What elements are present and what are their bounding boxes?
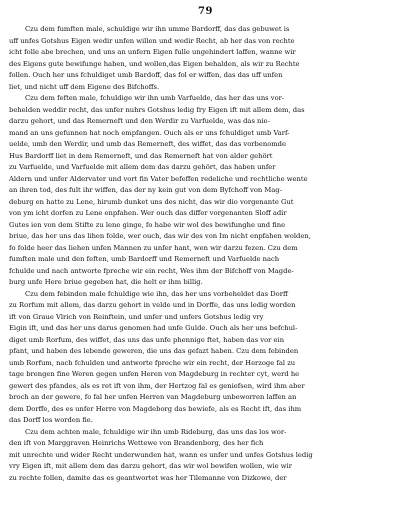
text-line: des Eigens gute bewifunge haben, und wollen,das Eigen behalden, als wir zu Rechte [9, 59, 300, 68]
text-line: tage brengen fine Weren gegen unfen Heren von Magdeburg in rechter cyt, werd he [9, 370, 300, 378]
text-line: zu Rorfum mit allem, das darzu gehort in velde und in Dorffe, das uns ledig worden [9, 301, 296, 309]
text-line: Czu dem feften male, fchuldige wir ihn umb Varfuelde, das her das uns vor- [25, 94, 285, 102]
text-line: Eigin ift, und das her uns darus genomen had unfe Gulde. Ouch als her uns befchul- [9, 324, 298, 332]
text-line: von ym icht dorfen zu Lene enpfahen. Wer ouch das differ vorgenanten Sloff adir [9, 209, 287, 217]
text-line: Czu dem achten male, fchuldige wir ihn umb Rideburg, das uns das los wor- [25, 427, 287, 436]
text-line: mand an uns gefunnen hat noch empfangen. Ouch als er uns fchuldiget umb Varf- [9, 128, 290, 137]
text-line: burg unfe Here briue gegeben hat, die helt er ihm billig. [9, 278, 203, 286]
text-line: Czu dem fumften male, schuldige wir ihn umme Bardorff, das das gebuwet is [25, 25, 290, 33]
text-line: vry Eigen ift, mit allem dem das darzu gehort, das wir wol bewifen wollen, wie wir [9, 462, 292, 470]
text-line: dem Dorffe, des es unfer Herre von Magdeborg das bewiefe, als es Recht ift, das ihm [9, 404, 302, 413]
text-line: Aldern und unfer Aldervater und vort fin Vater befeffen redeliche und rechtliche wente [9, 174, 308, 183]
text-line: Hus Bardorff liet in dem Remerneft, und das Remerneft hat von alder gehört [9, 151, 273, 160]
paragraph [9, 24, 404, 93]
text-line: follen. Ouch her uns fchuldiget umb Bardoff, das fol er wiffen, das das uff unfen [9, 71, 283, 79]
text-line: Gutes ien von dem Stifte zu lene ginge, fo habe wir wol des bewifunghe und fine [9, 220, 286, 229]
text-line: uelde, umb den Werdir, und umb das Remerneft, des wiffet, das das vorbenomde [9, 140, 286, 148]
text-line: zu Varfuelde, und Varfuelde mit allem dem das darzu gehört, das haben unfer [9, 163, 276, 171]
text-line: Czu dem febinden male fchuldige wie ihn, das her uns vorbeheldet das Dorff [25, 289, 288, 298]
body-text [9, 24, 404, 484]
text-line: gewert des pfandes, als es ret ift von ihm, der Hertzog fal es geniefsen, wird ihm aber [9, 381, 305, 390]
text-line: darzu gehort, und das Remerneft und den Werdir zu Varfuelde, was das nie- [9, 117, 270, 125]
text-line: diget umb Rorfum, des wiffet, das uns das unfe phennige ftet, haben das vor ein [9, 335, 285, 344]
text-line: umb Rorfum, nach fchulden und antworte fpreche wir ein recht, der Herzoge fal zu [9, 358, 296, 367]
text-line: icht folle abe brechen, und uns an unfern Eigen fulle ungehindert laffen, wanne wir [9, 48, 296, 56]
text-line: an ihren tod, des fult ihr wiffen, das der ny kein gut von dem Byfchoff von Mag- [9, 186, 282, 194]
page-number: 79 [198, 6, 213, 17]
paragraph [9, 427, 404, 485]
text-line: ift von Graue Vlrich von Reinftein, und unfer und unfers Gotshus ledig vry [9, 312, 264, 321]
paragraph [9, 93, 404, 289]
text-line: fumften male und den feften, umb Bardorff und Remerneft und Varfuelde nach [9, 255, 280, 263]
text-line: mit unrechte und wider Recht underwunden hat, wann es unfer und unfes Gotshus ledig [9, 450, 313, 459]
text-line: liet, und nicht uff dem Eigene des Bifchoffs. [9, 82, 160, 91]
text-line: uff unfes Gotshus Eigen wedir unfen willen und wedir Recht, ab her das von rechte [9, 36, 295, 45]
text-line: pfant, und haben des lebende geweren, die uns das gefazt haben. Czu dem febinden [9, 347, 299, 355]
text-line: zu rechte follen, damite das es geantwortet was her Tilemanne von Dizkowe, der [9, 473, 287, 482]
paragraph [9, 289, 404, 427]
text-line: fo folde heer das liehen unfen Mannen zu unfer hant, wen wir darzu fezen. Czu dem [9, 243, 298, 252]
text-line: behelden weddir recht, das unfer nuhrs Gotshus ledig fry Eigen ift mit allem dem, das [9, 105, 305, 114]
text-line: broch an der gewere, fo fal her unfen Herren van Magdeburg unbeworren laffen an [9, 393, 297, 401]
text-line: deburg en hatte zu Lene, hirumb dunket uns des nicht, das wir dio vorgenante Gut [9, 197, 294, 206]
text-line: das Dorff los worden fie. [9, 416, 93, 424]
text-line: den ift von Marggraven Heinrichs Wettewe von Brandenborg, des her fich [9, 439, 264, 447]
text-line: fchulde und nach antworte fpreche wir ein recht, Wes ihm der Bifchoff von Magde- [9, 266, 294, 275]
text-line: briue, das her uns das lihen folde, wer ouch, das wir des von Im nicht enpfahen wolden, [9, 232, 311, 240]
